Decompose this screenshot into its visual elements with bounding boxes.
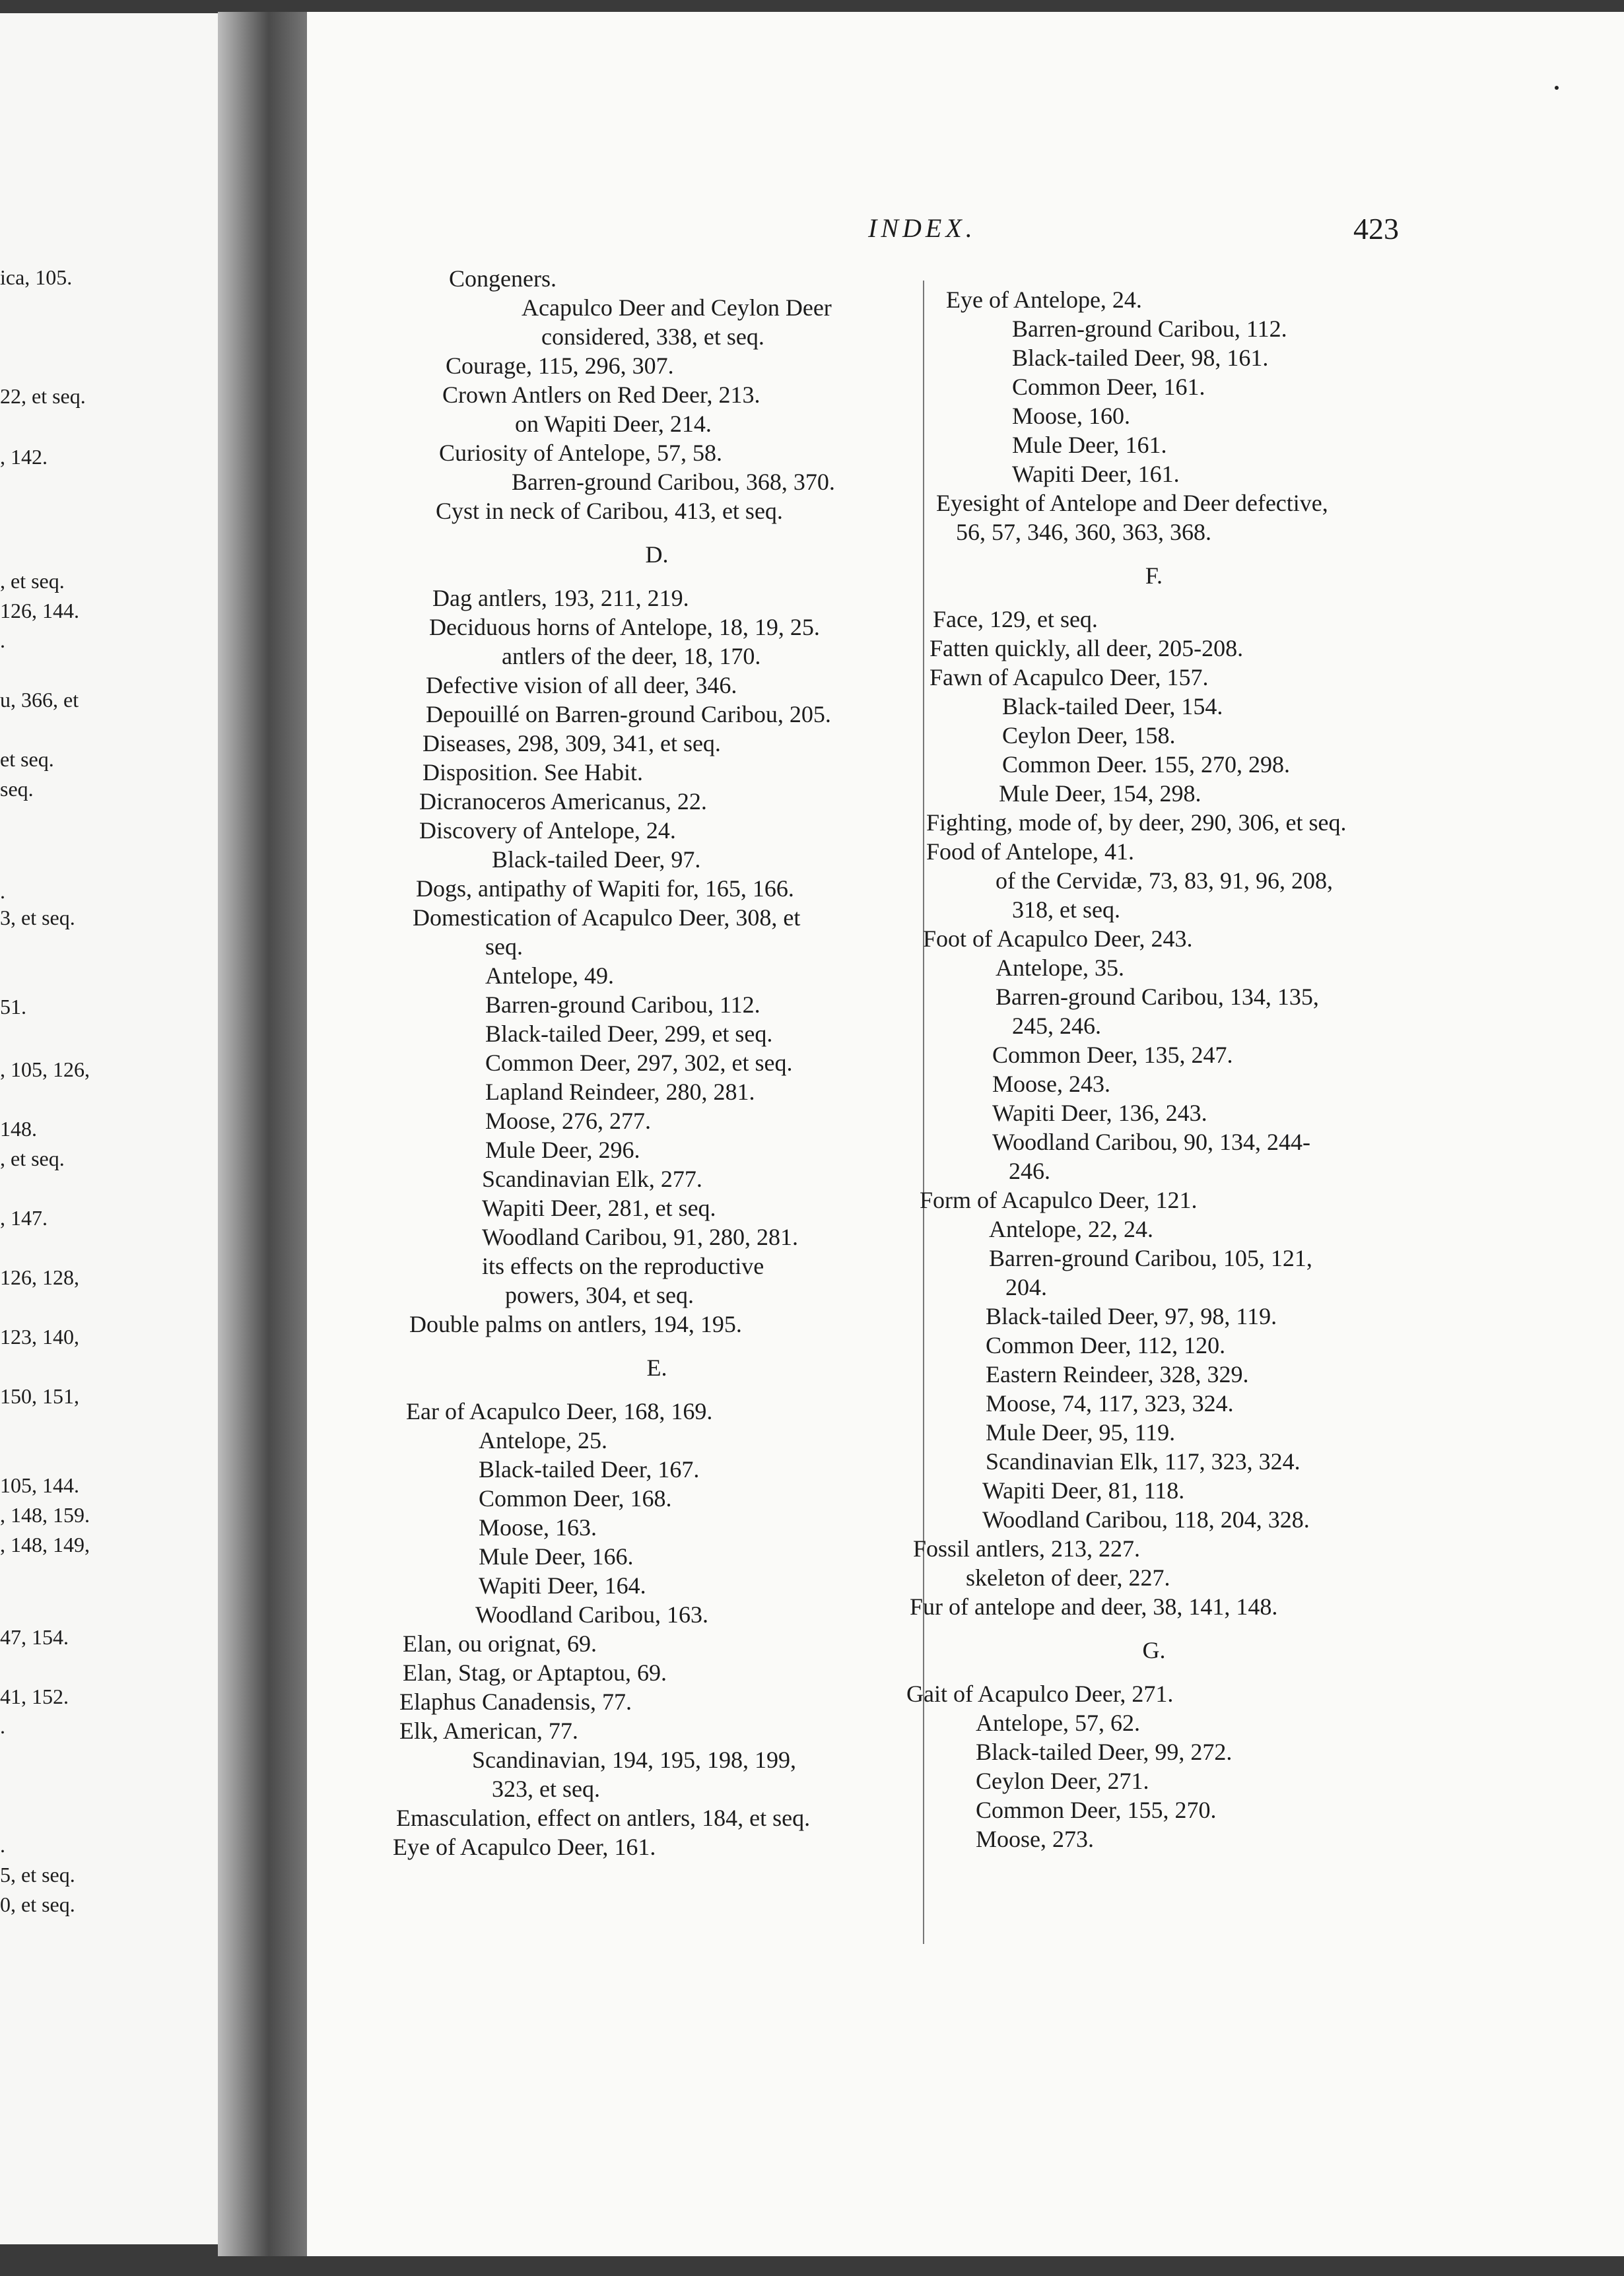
index-entry: 56, 57, 346, 360, 363, 368. bbox=[956, 519, 1211, 545]
facing-page-text-fragment: 51. bbox=[0, 995, 26, 1019]
index-entry: Fur of antelope and deer, 38, 141, 148. bbox=[910, 1593, 1278, 1620]
index-entry: Mule Deer, 166. bbox=[479, 1543, 634, 1570]
index-entry: Discovery of Antelope, 24. bbox=[419, 817, 676, 844]
facing-page-text-fragment: 123, 140, bbox=[0, 1325, 79, 1349]
index-entry: Woodland Caribou, 90, 134, 244- bbox=[992, 1129, 1311, 1155]
scan-speck bbox=[1555, 86, 1559, 90]
index-entry: on Wapiti Deer, 214. bbox=[515, 411, 712, 437]
section-letter-heading: D. bbox=[645, 541, 669, 568]
facing-page-text-fragment: 5, et seq. bbox=[0, 1863, 75, 1887]
index-entry: Moose, 74, 117, 323, 324. bbox=[986, 1390, 1234, 1417]
index-entry: Eye of Antelope, 24. bbox=[946, 286, 1142, 313]
index-entry: Congeners. bbox=[449, 265, 557, 292]
facing-page-text-fragment: u, 366, et bbox=[0, 688, 79, 712]
index-entry: Emasculation, effect on antlers, 184, et seq. bbox=[396, 1805, 811, 1831]
running-head: INDEX. bbox=[868, 213, 976, 243]
index-entry: Moose, 273. bbox=[976, 1826, 1094, 1852]
index-entry: Black-tailed Deer, 97. bbox=[492, 846, 701, 873]
index-entry: Common Deer. 155, 270, 298. bbox=[1002, 751, 1290, 778]
facing-page-text-fragment: et seq. bbox=[0, 747, 54, 771]
index-entry: Defective vision of all deer, 346. bbox=[426, 672, 737, 698]
index-entry: Scandinavian, 194, 195, 198, 199, bbox=[472, 1747, 796, 1773]
index-entry: Black-tailed Deer, 98, 161. bbox=[1012, 345, 1269, 371]
index-entry: Food of Antelope, 41. bbox=[926, 838, 1134, 865]
index-entry: Common Deer, 297, 302, et seq. bbox=[485, 1050, 793, 1076]
index-entry: Mule Deer, 161. bbox=[1012, 432, 1167, 458]
index-entry: Acapulco Deer and Ceylon Deer bbox=[522, 294, 832, 321]
index-entry: Black-tailed Deer, 154. bbox=[1002, 693, 1223, 720]
index-entry: 246. bbox=[1009, 1158, 1050, 1184]
index-column-left bbox=[393, 264, 921, 1861]
index-entry: Fighting, mode of, by deer, 290, 306, et seq. bbox=[926, 809, 1347, 836]
index-entry: 323, et seq. bbox=[492, 1776, 600, 1802]
index-entry: Moose, 163. bbox=[479, 1514, 597, 1541]
index-entry: Dogs, antipathy of Wapiti for, 165, 166. bbox=[416, 875, 794, 902]
facing-page-text-fragment: , et seq. bbox=[0, 1147, 65, 1170]
index-entry: Elan, Stag, or Aptaptou, 69. bbox=[403, 1659, 667, 1686]
index-entry: 245, 246. bbox=[1012, 1013, 1101, 1039]
index-entry: Black-tailed Deer, 97, 98, 119. bbox=[986, 1303, 1277, 1329]
index-entry: Moose, 243. bbox=[992, 1071, 1110, 1097]
index-entry: Black-tailed Deer, 299, et seq. bbox=[485, 1021, 773, 1047]
index-entry: Fatten quickly, all deer, 205-208. bbox=[930, 635, 1244, 661]
index-entry: Barren-ground Caribou, 368, 370. bbox=[512, 469, 835, 495]
index-entry: Diseases, 298, 309, 341, et seq. bbox=[423, 730, 721, 756]
index-entry: Fawn of Acapulco Deer, 157. bbox=[930, 664, 1209, 690]
index-entry: Disposition. See Habit. bbox=[423, 759, 643, 786]
index-entry: Wapiti Deer, 161. bbox=[1012, 461, 1180, 487]
index-entry: Moose, 160. bbox=[1012, 403, 1130, 429]
index-entry: Common Deer, 155, 270. bbox=[976, 1797, 1217, 1823]
index-entry: Gait of Acapulco Deer, 271. bbox=[906, 1681, 1174, 1707]
facing-page-text-fragment: 150, 151, bbox=[0, 1384, 79, 1408]
index-entry: Mule Deer, 154, 298. bbox=[999, 780, 1201, 807]
facing-page-text-fragment: , et seq. bbox=[0, 569, 65, 593]
index-entry: Eye of Acapulco Deer, 161. bbox=[393, 1834, 656, 1860]
index-entry: 204. bbox=[1005, 1274, 1047, 1300]
index-entry: antlers of the deer, 18, 170. bbox=[502, 643, 761, 669]
index-entry: Barren-ground Caribou, 112. bbox=[485, 991, 761, 1018]
index-entry: of the Cervidæ, 73, 83, 91, 96, 208, bbox=[996, 867, 1333, 894]
book-gutter bbox=[218, 12, 310, 2256]
index-entry: Face, 129, et seq. bbox=[933, 606, 1098, 632]
facing-page-text-fragment: 3, et seq. bbox=[0, 906, 75, 929]
index-entry: Courage, 115, 296, 307. bbox=[446, 352, 674, 379]
index-entry: Eastern Reindeer, 328, 329. bbox=[986, 1361, 1249, 1388]
index-entry: Curiosity of Antelope, 57, 58. bbox=[439, 440, 722, 466]
index-entry: Wapiti Deer, 136, 243. bbox=[992, 1100, 1207, 1126]
facing-page-text-fragment: ica, 105. bbox=[0, 265, 73, 289]
facing-page-text-fragment: 22, et seq. bbox=[0, 384, 86, 408]
index-entry: Domestication of Acapulco Deer, 308, et bbox=[413, 904, 801, 931]
facing-page-text-fragment: 105, 144. bbox=[0, 1473, 79, 1497]
facing-page-text-fragment: , 142. bbox=[0, 445, 48, 469]
facing-page-text-fragment: 0, et seq. bbox=[0, 1892, 75, 1916]
index-entry: Fossil antlers, 213, 227. bbox=[913, 1535, 1141, 1562]
index-entry: seq. bbox=[485, 933, 523, 960]
index-entry: Common Deer, 135, 247. bbox=[992, 1042, 1233, 1068]
facing-page-text-fragment: , 105, 126, bbox=[0, 1057, 90, 1081]
index-entry: Mule Deer, 296. bbox=[485, 1137, 640, 1163]
index-entry: Woodland Caribou, 163. bbox=[475, 1601, 709, 1628]
index-entry: Ceylon Deer, 271. bbox=[976, 1768, 1149, 1794]
index-entry: Eyesight of Antelope and Deer defective, bbox=[936, 490, 1328, 516]
index-entry: Foot of Acapulco Deer, 243. bbox=[923, 925, 1193, 952]
index-entry: Elaphus Canadensis, 77. bbox=[399, 1689, 632, 1715]
index-entry: its effects on the reproductive bbox=[482, 1253, 764, 1279]
facing-page-text-fragment: , 148, 149, bbox=[0, 1533, 90, 1556]
index-entry: Black-tailed Deer, 99, 272. bbox=[976, 1739, 1233, 1765]
facing-page-text-fragment: seq. bbox=[0, 777, 34, 801]
index-entry: Antelope, 22, 24. bbox=[989, 1216, 1153, 1242]
index-entry: Cyst in neck of Caribou, 413, et seq. bbox=[436, 498, 783, 524]
index-entry: Wapiti Deer, 164. bbox=[479, 1572, 646, 1599]
facing-page-text-fragment: . bbox=[0, 879, 5, 903]
index-entry: Wapiti Deer, 81, 118. bbox=[982, 1477, 1185, 1504]
facing-page-text-fragment: . bbox=[0, 1714, 5, 1738]
facing-page-text-fragment: 47, 154. bbox=[0, 1625, 69, 1649]
facing-page-text-fragment: 126, 144. bbox=[0, 599, 79, 622]
index-entry: Scandinavian Elk, 117, 323, 324. bbox=[986, 1448, 1301, 1475]
index-entry: Scandinavian Elk, 277. bbox=[482, 1166, 702, 1192]
index-entry: Ceylon Deer, 158. bbox=[1002, 722, 1176, 749]
index-entry: Depouillé on Barren-ground Caribou, 205. bbox=[426, 701, 831, 727]
index-entry: Common Deer, 112, 120. bbox=[986, 1332, 1226, 1358]
index-entry: Elk, American, 77. bbox=[399, 1718, 578, 1744]
section-letter-heading: G. bbox=[1142, 1637, 1166, 1663]
index-entry: Antelope, 57, 62. bbox=[976, 1710, 1140, 1736]
index-entry: Woodland Caribou, 118, 204, 328. bbox=[982, 1506, 1310, 1533]
index-entry: Elan, ou orignat, 69. bbox=[403, 1630, 597, 1657]
index-entry: Dag antlers, 193, 211, 219. bbox=[432, 585, 689, 611]
facing-page-text-fragment: 126, 128, bbox=[0, 1265, 79, 1289]
index-entry: Antelope, 49. bbox=[485, 962, 614, 989]
index-entry: 318, et seq. bbox=[1012, 896, 1120, 923]
index-entry: Mule Deer, 95, 119. bbox=[986, 1419, 1176, 1446]
section-letter-heading: F. bbox=[1145, 562, 1163, 589]
facing-page-text-fragment: 41, 152. bbox=[0, 1685, 69, 1708]
index-entry: Dicranoceros Americanus, 22. bbox=[419, 788, 707, 815]
index-entry: Deciduous horns of Antelope, 18, 19, 25. bbox=[429, 614, 820, 640]
index-entry: Double palms on antlers, 194, 195. bbox=[409, 1311, 742, 1337]
index-entry: Barren-ground Caribou, 105, 121, bbox=[989, 1245, 1312, 1271]
facing-page-text-fragment: , 148, 159. bbox=[0, 1503, 90, 1527]
section-letter-heading: E. bbox=[646, 1355, 667, 1381]
facing-page-text-fragment: , 147. bbox=[0, 1206, 48, 1230]
index-entry: Antelope, 25. bbox=[479, 1427, 607, 1454]
facing-page-text-fragment: 148. bbox=[0, 1117, 37, 1141]
index-entry: considered, 338, et seq. bbox=[541, 323, 764, 350]
index-entry: Barren-ground Caribou, 112. bbox=[1012, 316, 1287, 342]
index-entry: Common Deer, 161. bbox=[1012, 374, 1205, 400]
index-entry: Lapland Reindeer, 280, 281. bbox=[485, 1079, 755, 1105]
facing-page-text-fragment: . bbox=[0, 1833, 5, 1857]
facing-page-text-fragment: . bbox=[0, 628, 5, 652]
page-number: 423 bbox=[1353, 212, 1399, 246]
index-entry: Moose, 276, 277. bbox=[485, 1108, 651, 1134]
index-entry: Form of Acapulco Deer, 121. bbox=[920, 1187, 1198, 1213]
index-entry: skeleton of deer, 227. bbox=[966, 1564, 1170, 1591]
index-column-right bbox=[890, 285, 1418, 1854]
index-entry: Woodland Caribou, 91, 280, 281. bbox=[482, 1224, 799, 1250]
index-entry: Barren-ground Caribou, 134, 135, bbox=[996, 984, 1319, 1010]
index-entry: Common Deer, 168. bbox=[479, 1485, 672, 1512]
index-entry: Crown Antlers on Red Deer, 213. bbox=[442, 382, 761, 408]
index-entry: Black-tailed Deer, 167. bbox=[479, 1456, 700, 1483]
index-entry: Ear of Acapulco Deer, 168, 169. bbox=[406, 1398, 713, 1424]
index-entry: Antelope, 35. bbox=[996, 954, 1124, 981]
index-entry: powers, 304, et seq. bbox=[505, 1282, 694, 1308]
index-entry: Wapiti Deer, 281, et seq. bbox=[482, 1195, 716, 1221]
